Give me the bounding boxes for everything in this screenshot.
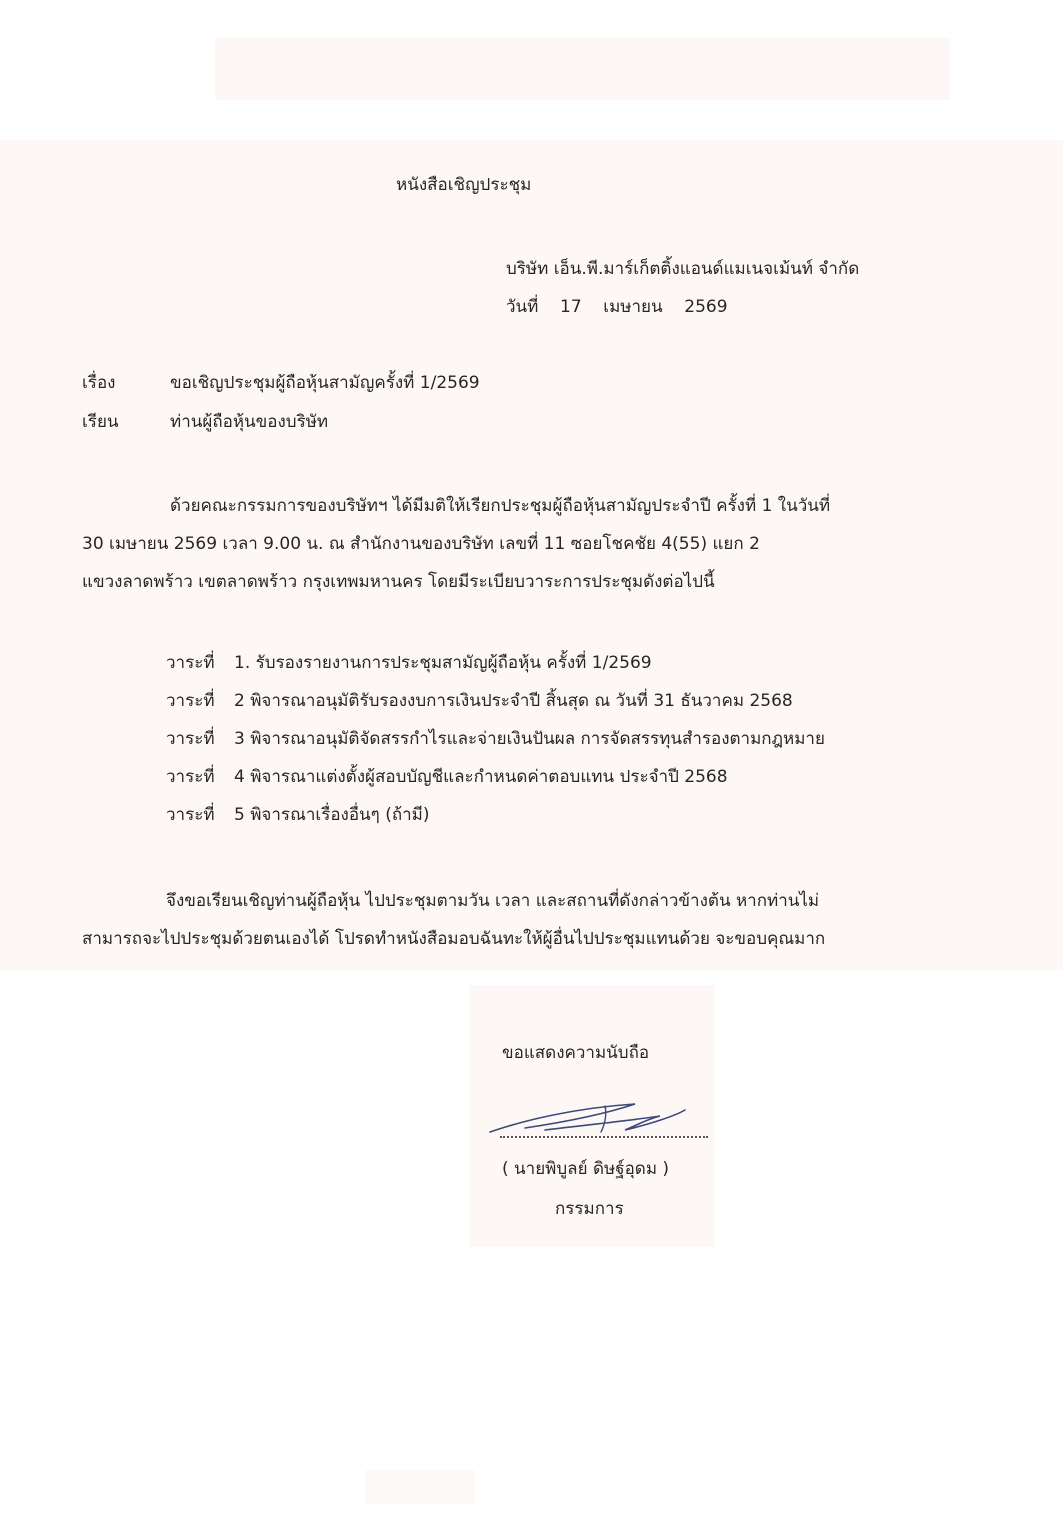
date-year: 2569 (684, 297, 728, 317)
agenda-text: 1. รับรองรายงานการประชุมสามัญผู้ถือหุ้น ครั้งที่ 1/2569 (234, 653, 652, 673)
agenda-text: 2 พิจารณาอนุมัติรับรองงบการเงินประจำปี สิ้นสุด ณ วันที่ 31 ธันวาคม 2568 (234, 691, 793, 711)
agenda-text: 3 พิจารณาอนุมัติจัดสรรกำไรและจ่ายเงินปันผล การจัดสรรทุนสำรองตามกฎหมาย (234, 729, 825, 749)
to-value: ท่านผู้ถือหุ้นของบริษัท (170, 412, 329, 432)
agenda-list (166, 644, 825, 834)
signer-position: กรรมการ (555, 1199, 624, 1219)
company-name: บริษัท เอ็น.พี.มาร์เก็ตติ้งแอนด์แมเนจเม้นท์ จำกัด (506, 259, 860, 279)
document-date (506, 296, 728, 318)
subject-label: เรื่อง (82, 373, 116, 393)
agenda-item (166, 796, 825, 834)
agenda-label: วาระที่ (166, 805, 215, 825)
paragraph1-line1: ด้วยคณะกรรมการของบริษัทฯ ได้มีมติให้เรียกประชุมผู้ถือหุ้นสามัญประจำปี ครั้งที่ 1 ในวันที่ (170, 496, 831, 516)
paragraph1-line3: แขวงลาดพร้าว เขตลาดพร้าว กรุงเทพมหานคร โดยมีระเบียบวาระการประชุมดังต่อไปนี้ (82, 572, 715, 592)
signature-image (485, 1090, 715, 1150)
paragraph2-line1: จึงขอเรียนเชิญท่านผู้ถือหุ้น ไปประชุมตามวัน เวลา และสถานที่ดังกล่าวข้างต้น หากท่านไม่ (166, 891, 820, 911)
agenda-label: วาระที่ (166, 729, 215, 749)
paragraph2-line2: สามารถจะไปประชุมด้วยตนเองได้ โปรดทำหนังสือมอบฉันทะให้ผู้อื่นไปประชุมแทนด้วย จะขอบคุณมาก (82, 929, 826, 949)
paragraph1-line2: 30 เมษายน 2569 เวลา 9.00 น. ณ สำนักงานของบริษัท เลขที่ 11 ซอยโชคชัย 4(55) แยก 2 (82, 534, 760, 554)
document-title: หนังสือเชิญประชุม (396, 175, 532, 195)
agenda-label: วาระที่ (166, 767, 215, 787)
agenda-label: วาระที่ (166, 653, 215, 673)
agenda-text: 5 พิจารณาเรื่องอื่นๆ (ถ้ามี) (234, 805, 430, 825)
signature-line (500, 1136, 708, 1138)
agenda-item (166, 644, 825, 682)
subject-value: ขอเชิญประชุมผู้ถือหุ้นสามัญครั้งที่ 1/2569 (170, 373, 480, 393)
date-month: เมษายน (603, 297, 663, 317)
agenda-label: วาระที่ (166, 691, 215, 711)
to-label: เรียน (82, 412, 119, 432)
agenda-item (166, 758, 825, 796)
closing-text: ขอแสดงความนับถือ (502, 1043, 650, 1063)
agenda-text: 4 พิจารณาแต่งตั้งผู้สอบบัญชีและกำหนดค่าตอบแทน ประจำปี 2568 (234, 767, 728, 787)
agenda-item (166, 720, 825, 758)
signer-name: ( นายพิบูลย์ ดิษฐ์อุดม ) (502, 1159, 670, 1179)
date-label: วันที่ (506, 297, 539, 317)
date-day: 17 (560, 297, 582, 317)
agenda-item (166, 682, 825, 720)
